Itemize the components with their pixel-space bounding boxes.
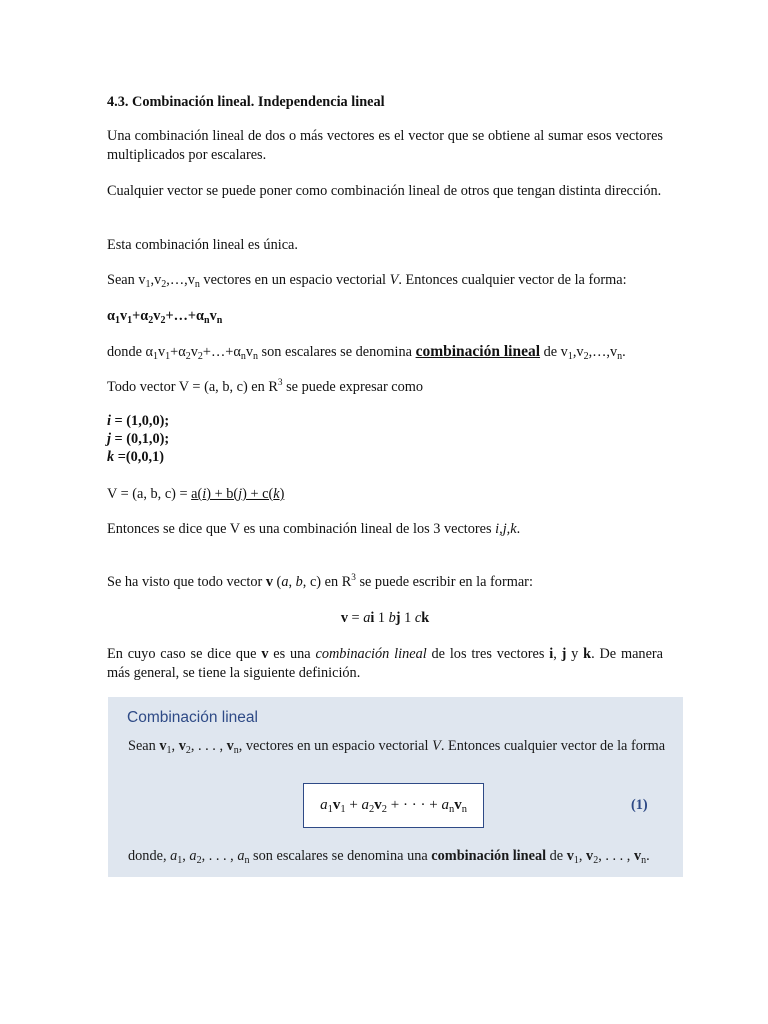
paragraph-definition: Una combinación lineal de dos o más vectores es el vector que se obtiene al sumar esos vectores multiplicados por escalares. (107, 128, 663, 163)
paragraph-direction: Cualquier vector se puede poner como combinación lineal de otros que tengan distinta dirección. (107, 183, 662, 199)
paragraph-en-cuyo-caso: En cuyo caso se dice que v es una combinación lineal de los tres vectores i, j y k. De manera más general, se tiene la siguiente definición. (107, 646, 664, 681)
panel-equation: $a_1v_1 + a_2v_2$ + · · · + $a_nv_n$ (320, 797, 467, 815)
linear-combination-formula: $\alpha_1v_1+\alpha_2v_2+\dots+\alpha_nv_n$ (107, 308, 223, 326)
panel-equation-box (303, 783, 484, 828)
term-linear-combination: combinación lineal (415, 343, 541, 360)
panel-definition-text: Sean $v_1$, $v_2$, . . . , $v_n$, vectores en un espacio vectorial V. Entonces cualquier vector de la forma (128, 738, 666, 756)
panel-donde-text: donde, $a_1$, $a_2$, . . . , $a_n$ son escalares se denomina una combinación lineal de $v_1$, $v_2$, . . . , $v_n$. (128, 848, 650, 866)
paragraph-se-ha-visto: Se ha visto que todo vector v (a, b, c) en $R^3$ se puede escribir en la formar: (107, 573, 533, 590)
paragraph-todo-vector: Todo vector V = (a, b, c) en $R^3$ se puede expresar como (107, 378, 424, 395)
equation-number: (1) (631, 797, 648, 813)
definition-panel (108, 697, 683, 877)
paragraph-sean: Sean $v_1,v_2,\dots,v_n$ vectores en un espacio vectorial V. Entonces cualquier vector de la forma: (107, 272, 627, 290)
equation-v-components: v = ai 1 bj 1 ck (340, 610, 430, 626)
paragraph-unique: Esta combinación lineal es única. (107, 237, 298, 253)
basis-vectors: i = (1,0,0); j = (0,1,0); k =(0,0,1) (107, 413, 170, 465)
panel-title: Combinación lineal (127, 709, 258, 726)
paragraph-entonces: Entonces se dice que V es una combinación lineal de los 3 vectores i,j,k. (107, 521, 521, 537)
paragraph-donde: donde $\alpha_1v_1+\alpha_2v_2+\dots+\alpha_nv_n$ son escalares se denomina combinación lineal de $v_1,v_2,\dots,v_n$. (107, 343, 626, 362)
section-heading: 4.3. Combinación lineal. Independencia lineal (107, 94, 385, 110)
paragraph-v-expansion: V = (a, b, c) = a(i) + b(j) + c(k) (107, 486, 285, 502)
